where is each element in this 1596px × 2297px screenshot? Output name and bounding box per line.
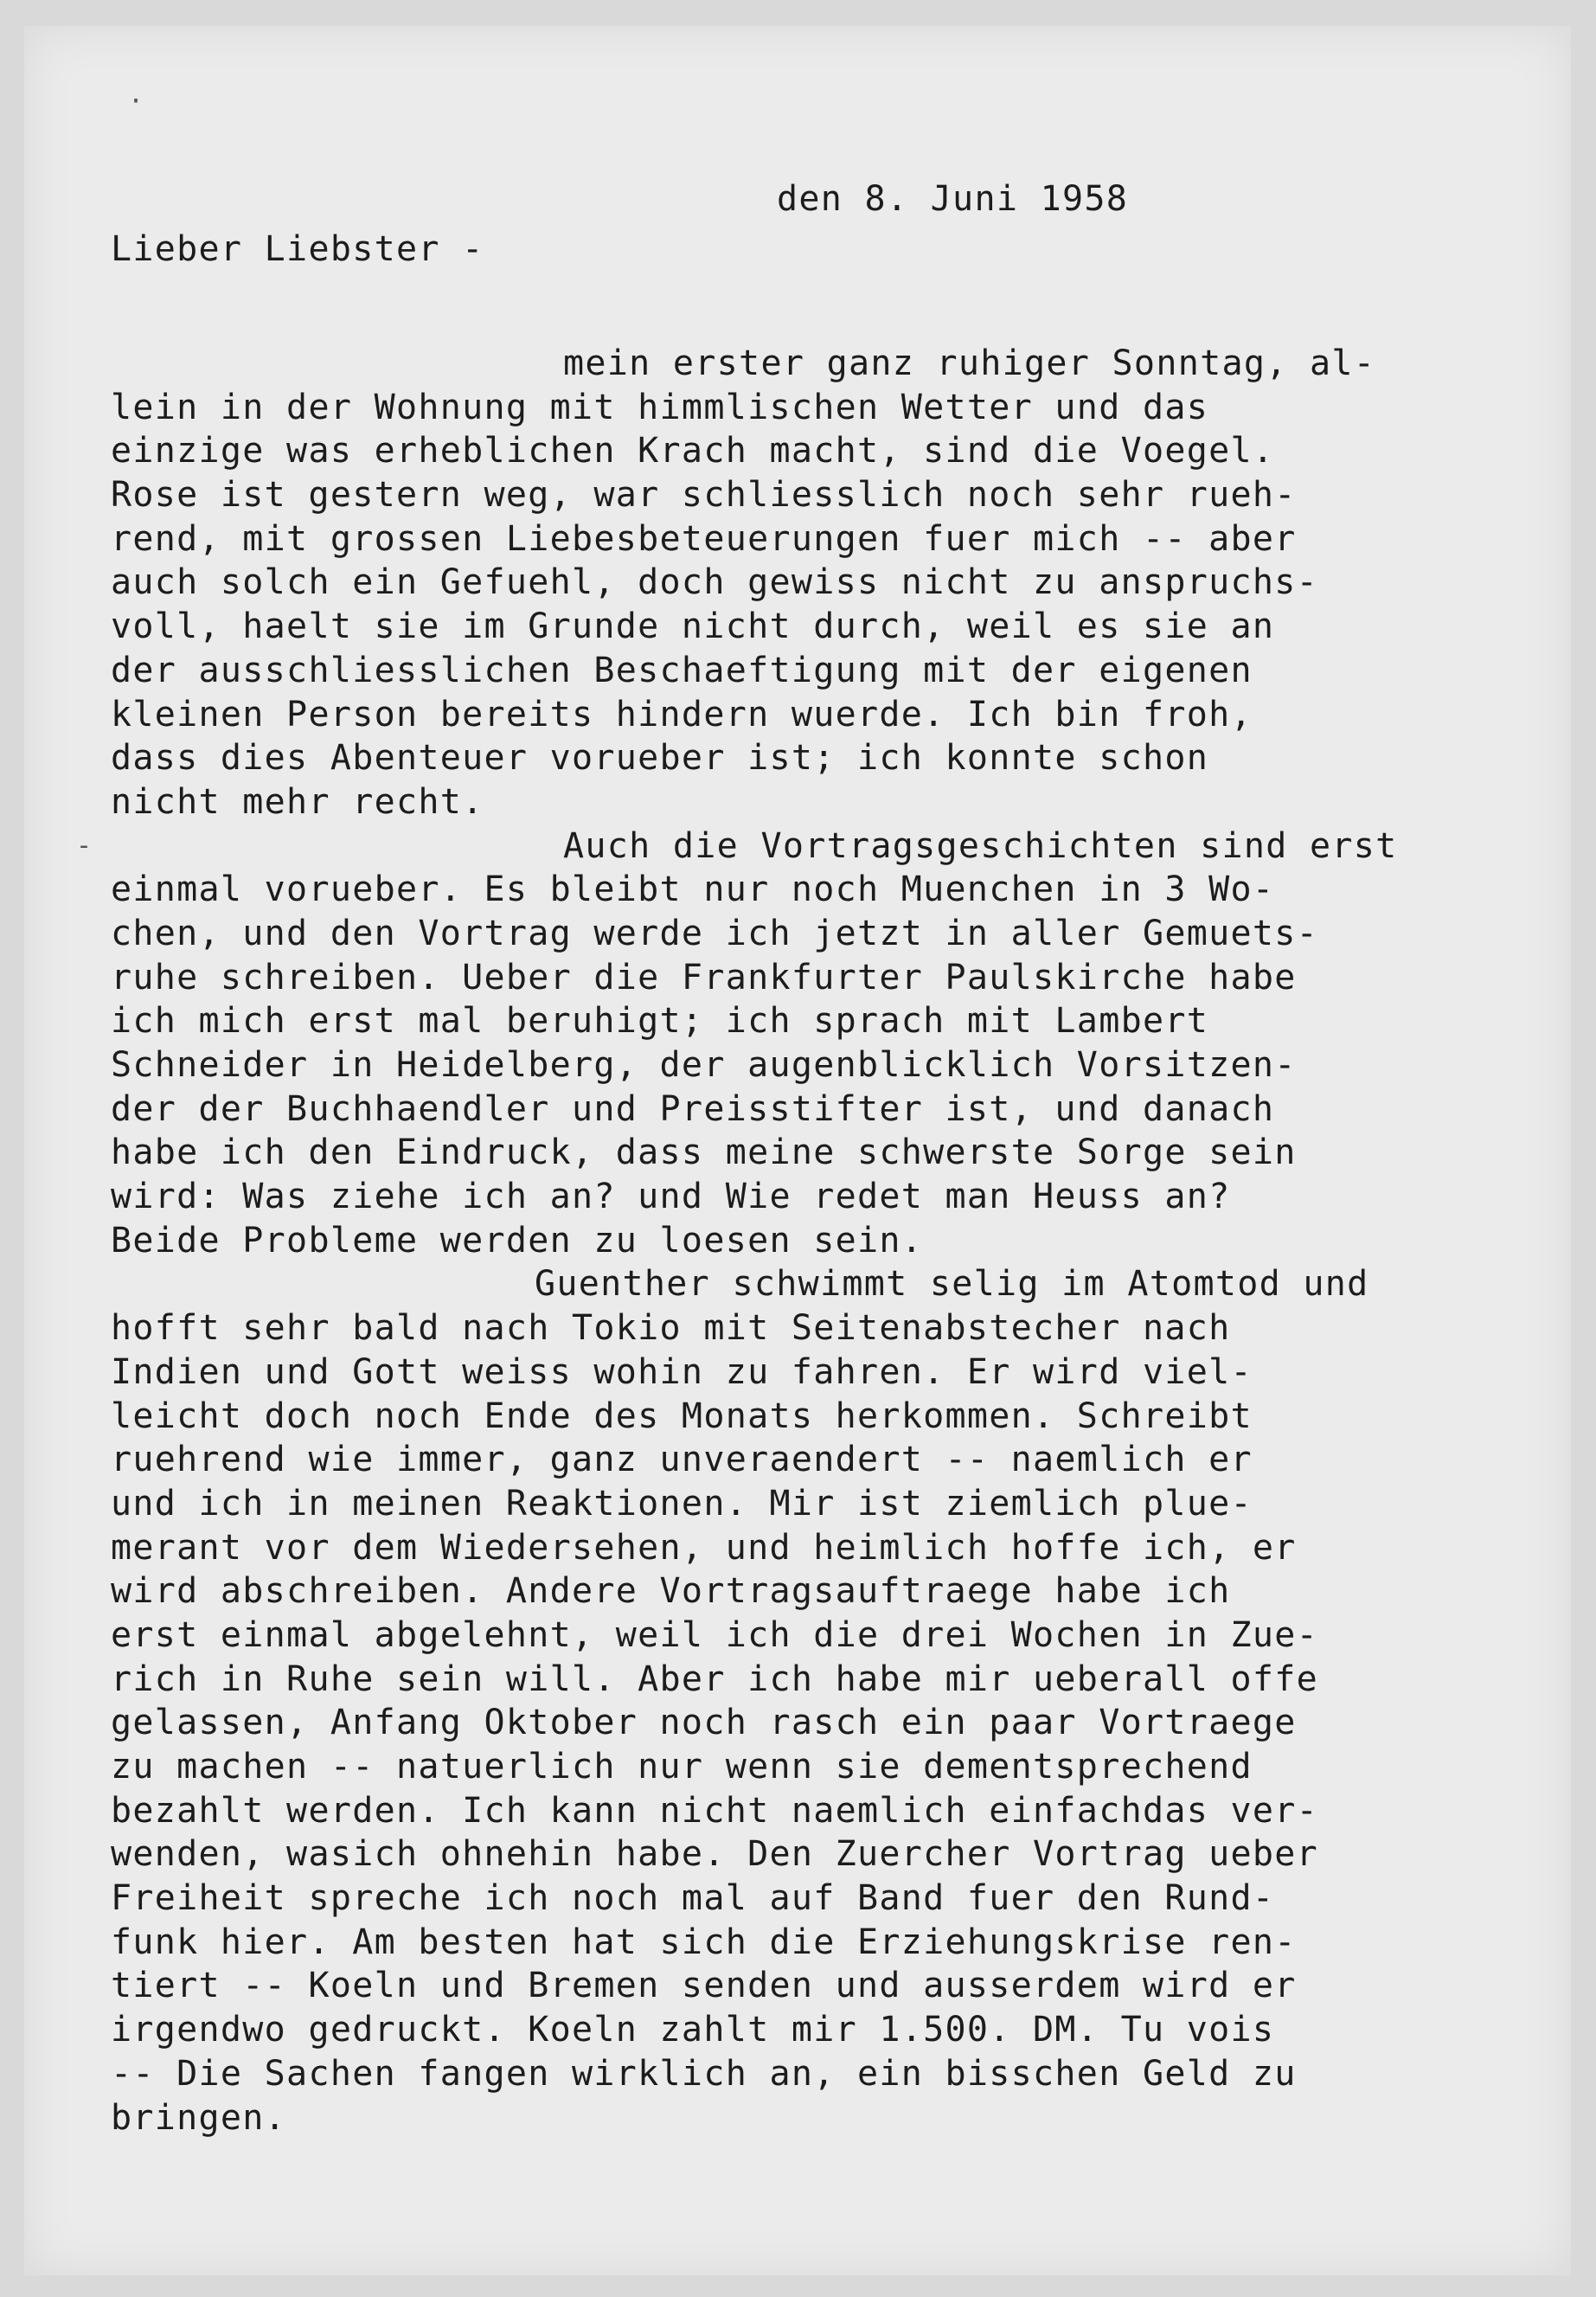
letter-line: zu machen -- natuerlich nur wenn sie dementsprechend bbox=[111, 1747, 1253, 1787]
letter-line: -- Die Sachen fangen wirklich an, ein bisschen Geld zu bbox=[111, 2053, 1297, 2094]
letter-line: merant vor dem Wiedersehen, und heimlich hoffe ich, er bbox=[111, 1527, 1297, 1568]
letter-line: auch solch ein Gefuehl, doch gewiss nicht zu anspruchs- bbox=[111, 562, 1319, 603]
letter-line: erst einmal abgelehnt, weil ich die drei Wochen in Zue- bbox=[111, 1614, 1319, 1655]
letter-line: einmal vorueber. Es bleibt nur noch Muenchen in 3 Wo- bbox=[111, 869, 1275, 910]
letter-line: wenden, wasich ohnehin habe. Den Zuercher Vortrag ueber bbox=[111, 1834, 1319, 1875]
letter-line: voll, haelt sie im Grunde nicht durch, weil es sie an bbox=[111, 606, 1275, 647]
letter-line: chen, und den Vortrag werde ich jetzt in aller Gemuets- bbox=[111, 913, 1319, 953]
letter-line: mein erster ganz ruhiger Sonntag, al- bbox=[563, 343, 1376, 383]
letter-line: habe ich den Eindruck, dass meine schwerste Sorge sein bbox=[111, 1132, 1297, 1173]
letter-line: kleinen Person bereits hindern wuerde. Ich bin froh, bbox=[111, 694, 1253, 735]
letter-line: Beide Probleme werden zu loesen sein. bbox=[111, 1220, 924, 1261]
letter-line: wird: Was ziehe ich an? und Wie redet man Heuss an? bbox=[111, 1177, 1231, 1217]
letter-line: irgendwo gedruckt. Koeln zahlt mir 1.500. DM. Tu vois bbox=[111, 2010, 1275, 2050]
letter-line: wird abschreiben. Andere Vortragsauftraege habe ich bbox=[111, 1571, 1231, 1612]
letter-line: Guenther schwimmt selig im Atomtod und bbox=[535, 1264, 1369, 1305]
letter-line: tiert -- Koeln und Bremen senden und ausserdem wird er bbox=[111, 1966, 1297, 2006]
letter-line: und ich in meinen Reaktionen. Mir ist ziemlich plue- bbox=[111, 1483, 1253, 1524]
letter-line: dass dies Abenteuer vorueber ist; ich konnte schon bbox=[111, 738, 1209, 779]
letter-line: bezahlt werden. Ich kann nicht naemlich einfachdas ver- bbox=[111, 1790, 1319, 1831]
letter-line: nicht mehr recht. bbox=[111, 781, 484, 822]
margin-dash: - bbox=[76, 831, 93, 861]
letter-line: einzige was erheblichen Krach macht, sind die Voegel. bbox=[111, 431, 1275, 472]
letter-line: leicht doch noch Ende des Monats herkommen. Schreibt bbox=[111, 1396, 1253, 1436]
letter-line: rend, mit grossen Liebesbeteuerungen fuer mich -- aber bbox=[111, 518, 1297, 559]
letter-salutation: Lieber Liebster - bbox=[111, 229, 484, 269]
letter-line: Rose ist gestern weg, war schliesslich noch sehr rueh- bbox=[111, 475, 1297, 516]
letter-line: rich in Ruhe sein will. Aber ich habe mir ueberall offe bbox=[111, 1659, 1319, 1699]
letter-body bbox=[111, 342, 1398, 2140]
letter-line: funk hier. Am besten hat sich die Erziehungskrise ren- bbox=[111, 1922, 1297, 1962]
letter-line: der ausschliesslichen Beschaeftigung mit der eigenen bbox=[111, 650, 1253, 690]
letter-line: Auch die Vortragsgeschichten sind erst bbox=[563, 825, 1398, 866]
letter-line: ruehrend wie immer, ganz unveraendert -- naemlich er bbox=[111, 1440, 1253, 1480]
letter-line: Freiheit spreche ich noch mal auf Band fuer den Rund- bbox=[111, 1878, 1275, 1919]
letter-line: der der Buchhaendler und Preisstifter ist, und danach bbox=[111, 1088, 1275, 1129]
margin-dot: · bbox=[128, 87, 144, 117]
letter-line: ruhe schreiben. Ueber die Frankfurter Paulskirche habe bbox=[111, 957, 1297, 998]
letter-line: Schneider in Heidelberg, der augenblicklich Vorsitzen- bbox=[111, 1045, 1297, 1085]
letter-line: hofft sehr bald nach Tokio mit Seitenabstecher nach bbox=[111, 1308, 1231, 1349]
letter-line: Indien und Gott weiss wohin zu fahren. Er wird viel- bbox=[111, 1351, 1253, 1392]
letter-line: ich mich erst mal beruhigt; ich sprach mit Lambert bbox=[111, 1001, 1209, 1042]
letter-page bbox=[24, 26, 1571, 2275]
letter-line: bringen. bbox=[111, 2097, 287, 2138]
letter-line: gelassen, Anfang Oktober noch rasch ein paar Vortraege bbox=[111, 1703, 1297, 1743]
letter-date: den 8. Juni 1958 bbox=[777, 179, 1129, 219]
letter-line: lein in der Wohnung mit himmlischen Wetter und das bbox=[111, 387, 1209, 427]
